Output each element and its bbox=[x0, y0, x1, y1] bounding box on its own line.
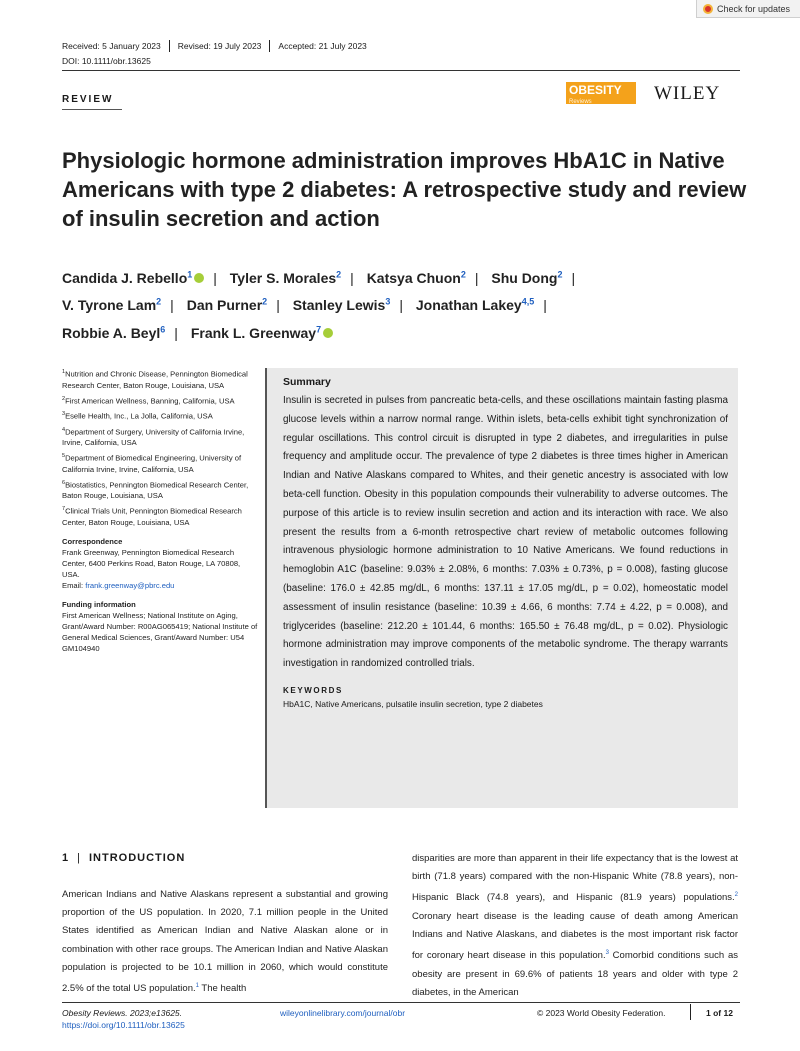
accepted-date: Accepted: 21 July 2023 bbox=[278, 41, 367, 51]
journal-logo-sub: Reviews bbox=[569, 99, 592, 105]
summary-text: Insulin is secreted in pulses from pancreatic beta-cells, and these oscillations maintain fasting plasma glucose levels within a narrow normal range. Within islets, beta-cells exhibit tight synchronization of regular oscillations. This control circuit is disrupted in type 2 diabetes, and irregularities in pulse frequency and amplitude occur. The prevalence of type 2 diabetes is three times higher in American Indian and Native Alaskans compared to Whites, and their genetic ancestry is associated with low beta-cell function. Obesity in this population compounds their vulnerability to adverse outcomes. The purpose of this article is to review insulin secretion and action and its interaction with race. We also present the results from a 6-month retrospective chart review of metabolic outcomes following intravenous physiologic hormone administration to 10 Native Americans. We found reductions in hemoglobin A1C (baseline: 9.03% ± 2.08%, 6 months: 7.03% ± 0.73%, p = 0.008), fasting glucose (baseline: 176.0 ± 42.85 mg/dL, 6 months: 137.11 ± 17.05 mg/dL, p = 0.02), homeostatic model assessment of insulin resistance (baseline: 10.39 ± 4.66, 6 months: 7.74 ± 4.22, p = 0.008), and triglycerides (baseline: 212.20 ± 101.44, 6 months: 165.50 ± 76.48 mg/dL, p = 0.02). Physiologic hormone administration may improve components of the metabolic syndrome. The therapy warrants investigation in randomized controlled trials. bbox=[283, 395, 728, 670]
keywords-heading: KEYWORDS bbox=[283, 685, 343, 695]
footer-rule bbox=[62, 1002, 740, 1003]
header-rule bbox=[62, 70, 740, 71]
affiliation: $^4$Department of Surgery, University of California Irvine, Irvine, California, USA bbox=[62, 426, 245, 448]
body-column-left: American Indians and Native Alaskans represent a substantial and growing proportion of the US population. In 2020, 7.1 million people in the United States identified as American Indian and Native Alaskan alone or in combination with other race groups. The American Indian and Native Alaskan population is projected to be 10.1 million in 2060, which would constitute 2.5% of the total US population.$^1$ The health bbox=[62, 889, 388, 995]
section-heading-introduction: 1 | INTRODUCTION bbox=[62, 852, 186, 864]
author[interactable]: Shu Dong$^2$ bbox=[491, 269, 563, 286]
funding-heading: Funding information bbox=[62, 599, 136, 609]
author-list: Candida J. Rebello$^1$ | Tyler S. Morales$^2$ | Katsya Chuon$^2$ | Shu Dong$^2$ | V. Tyrone Lam$^2$ | Dan Purner$^2$ | Stanley Lewis$^3$ | Jonathan Lakey$^{4,5}$ | Robbie A. Beyl$^6$ | Frank L. Greenway$^7$ bbox=[62, 269, 576, 341]
citation-link[interactable]: 2 bbox=[734, 892, 738, 899]
author[interactable]: Stanley Lewis$^3$ bbox=[292, 296, 391, 314]
affiliation: $^1$Nutrition and Chronic Disease, Pennington Biomedical Research Center, Baton Rouge, Louisiana, USA bbox=[62, 369, 248, 390]
email-link[interactable]: frank.greenway@pbrc.edu bbox=[85, 580, 175, 590]
author[interactable]: V. Tyrone Lam$^2$ bbox=[62, 296, 162, 314]
affiliation: $^2$First American Wellness, Banning, California, USA bbox=[62, 395, 235, 406]
summary-heading: Summary bbox=[283, 376, 331, 388]
author[interactable]: Robbie A. Beyl$^6$ bbox=[62, 324, 166, 341]
keywords-text: HbA1C, Native Americans, pulsatile insulin secretion, type 2 diabetes bbox=[283, 698, 543, 709]
doi-link[interactable]: https://doi.org/10.1111/obr.13625 bbox=[62, 1020, 185, 1030]
journal-site-link[interactable]: wileyonlinelibrary.com/journal/obr bbox=[280, 1008, 406, 1018]
author[interactable]: Frank L. Greenway$^7$ bbox=[190, 324, 322, 341]
article-title: Physiologic hormone administration improves HbA1C in Native Americans with type 2 diabetes: A retrospective study and review of insulin secretion and action bbox=[62, 148, 747, 231]
summary-box bbox=[265, 368, 738, 808]
check-for-updates-button[interactable] bbox=[696, 0, 800, 18]
footer-divider bbox=[690, 1004, 691, 1020]
affiliation: $^3$Eselle Health, Inc., La Jolla, California, USA bbox=[62, 411, 213, 421]
journal-logo bbox=[566, 82, 636, 104]
journal-logo-main: OBESITY bbox=[569, 83, 622, 97]
orcid-icon[interactable] bbox=[194, 273, 204, 283]
author[interactable]: Jonathan Lakey$^{4,5}$ bbox=[415, 296, 535, 314]
author[interactable]: Tyler S. Morales$^2$ bbox=[229, 269, 342, 286]
orcid-icon[interactable] bbox=[323, 328, 333, 338]
crossmark-icon bbox=[703, 4, 713, 14]
correspondence-heading: Correspondence bbox=[62, 536, 123, 546]
date-divider bbox=[269, 40, 270, 52]
page-number: 1 of 12 bbox=[706, 1008, 733, 1018]
revised-date: Revised: 19 July 2023 bbox=[177, 41, 262, 51]
doi: DOI: 10.1111/obr.13625 bbox=[62, 56, 151, 66]
correspondence-text: Frank Greenway, Pennington Biomedical Research Center, 6400 Perkins Road, Baton Rouge, LA 70808, USA. Email: frank.greenway@pbrc.edu bbox=[62, 547, 241, 590]
check-for-updates-label: Check for updates bbox=[717, 3, 791, 14]
author[interactable]: Dan Purner$^2$ bbox=[186, 296, 268, 314]
publisher-logo: WILEY bbox=[654, 83, 721, 104]
journal-citation: Obesity Reviews. 2023;e13625. bbox=[62, 1008, 183, 1018]
article-type: REVIEW bbox=[62, 94, 114, 105]
body-column-right: disparities are more than apparent in their life expectancy that is the lowest at birth (71.8 years) compared with the non-Hispanic White (78.8 years), non-Hispanic Black (74.8 years), and Hispanic (81.9 years) populations.$^2$ Coronary heart disease is the leading cause of death among American Indians and Native Alaskans, and diabetes is the most important risk factor for coronary heart disease in this population.$^3$ Comorbid conditions such as obesity are present in 69.6% of patients 18 years and older with type 2 diabetes, in the American bbox=[412, 853, 738, 998]
author[interactable]: Candida J. Rebello$^1$ bbox=[62, 269, 193, 286]
citation-link[interactable]: 3 bbox=[605, 950, 609, 957]
date-divider bbox=[169, 40, 170, 52]
affiliation: $^5$Department of Biomedical Engineering, University of California Irvine, Irvine, California, USA bbox=[62, 453, 242, 474]
affiliation: $^6$Biostatistics, Pennington Biomedical Research Center, Baton Rouge, Louisiana, USA bbox=[62, 479, 249, 501]
affiliation: $^7$Clinical Trials Unit, Pennington Biomedical Research Center, Baton Rouge, Louisiana, USA bbox=[62, 506, 242, 527]
article-type-underline bbox=[62, 109, 122, 110]
received-date: Received: 5 January 2023 bbox=[62, 41, 161, 51]
copyright: © 2023 World Obesity Federation. bbox=[537, 1008, 666, 1018]
article-dates bbox=[62, 40, 367, 52]
article-sidebar bbox=[62, 367, 258, 654]
citation-link[interactable]: 1 bbox=[195, 983, 199, 990]
author[interactable]: Katsya Chuon$^2$ bbox=[366, 269, 466, 286]
funding-text: First American Wellness; National Institute on Aging, Grant/Award Number: R00AG065419; National Institute of General Medical Sciences, Grant/Award Number: U54 GM104940 bbox=[62, 610, 258, 653]
